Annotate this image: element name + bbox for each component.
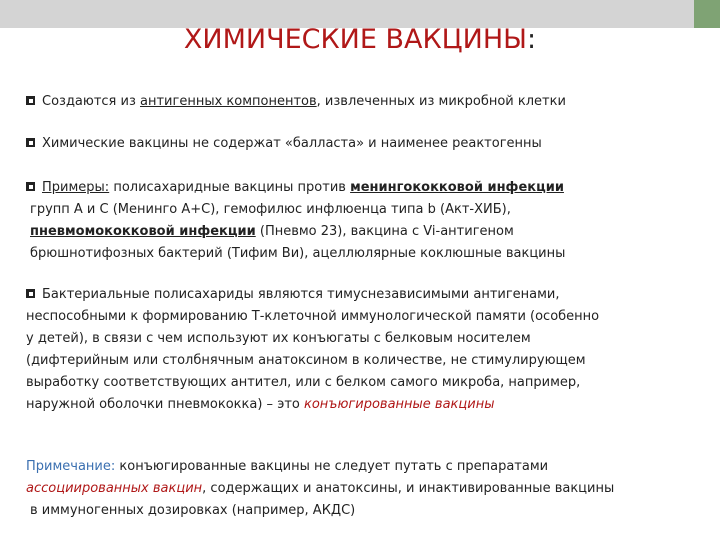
slide-title	[0, 24, 720, 55]
p4-line-5: выработку соответствующих антител, или с белком самого микроба, например,	[26, 375, 581, 390]
p3-line-3	[26, 221, 716, 243]
slide-title-text: ХИМИЧЕСКИЕ ВАКЦИНЫ	[183, 24, 527, 55]
p4-line-4: (дифтерийным или столбнячным анатоксином в количестве, не стимулирующем	[26, 353, 586, 368]
checkbox-bullet-icon	[26, 138, 35, 147]
p2-text: Химические вакцины не содержат «балласта» и наименее реактогенны	[42, 136, 542, 151]
p3-bold-term-1: менингококковой инфекции	[350, 180, 564, 195]
note-label: Примечание:	[26, 459, 116, 474]
note-line-1	[26, 456, 716, 478]
note-line-2-text: , содержащих и анатоксины, и инактивированные вакцины	[202, 481, 615, 496]
p3-line-2: групп А и С (Менинго А+С), гемофилюс инфлюенца типа b (Акт-ХИБ),	[30, 202, 511, 217]
p4-line-2: неспособными к формированию Т-клеточной иммунологической памяти (особенно	[26, 309, 600, 324]
note-line-1-text: конъюгированные вакцины не следует путать с препаратами	[115, 459, 549, 474]
p3-examples-label: Примеры:	[42, 180, 110, 195]
p3-text-a: полисахаридные вакцины против	[109, 180, 351, 195]
p4-line-6-text: наружной оболочки пневмококка) – это	[26, 397, 304, 412]
note-line-3: в иммуногенных дозировках (например, АКДС)	[30, 503, 356, 518]
note-associated-vaccines-term: ассоциированных вакцин	[26, 481, 203, 496]
p4-conjugated-vaccines-term: конъюгированные вакцины	[303, 397, 495, 412]
p1-text-a: Создаются из	[42, 94, 141, 109]
bullet-paragraph-2	[26, 133, 716, 155]
slide-title-colon: :	[526, 24, 537, 55]
note-paragraph	[26, 456, 716, 522]
checkbox-bullet-icon	[26, 96, 35, 105]
p1-underlined-term: антигенных компонентов	[140, 94, 317, 109]
bullet-paragraph-4	[26, 284, 716, 416]
p4-line-1-text: Бактериальные полисахариды являются тимуснезависимыми антигенами,	[42, 287, 560, 302]
checkbox-bullet-icon	[26, 289, 35, 298]
p4-line-1	[26, 284, 716, 306]
p3-line-3-rest: (Пневмо 23), вакцина с Vi-антигеном	[255, 224, 514, 239]
p3-bold-term-2: пневмомококковой инфекции	[30, 224, 256, 239]
p3-line-1	[26, 177, 716, 199]
p3-line-4: брюшнотифозных бактерий (Тифим Ви), ацеллюлярные коклюшные вакцины	[30, 246, 566, 261]
p1-text-b: , извлеченных из микробной клетки	[316, 94, 566, 109]
p4-line-3: у детей), в связи с чем используют их конъюгаты с белковым носителем	[26, 331, 531, 346]
bullet-paragraph-3	[26, 177, 716, 265]
p4-line-6	[26, 394, 716, 416]
note-line-2	[26, 478, 716, 500]
bullet-paragraph-1	[26, 91, 716, 113]
checkbox-bullet-icon	[26, 182, 35, 191]
